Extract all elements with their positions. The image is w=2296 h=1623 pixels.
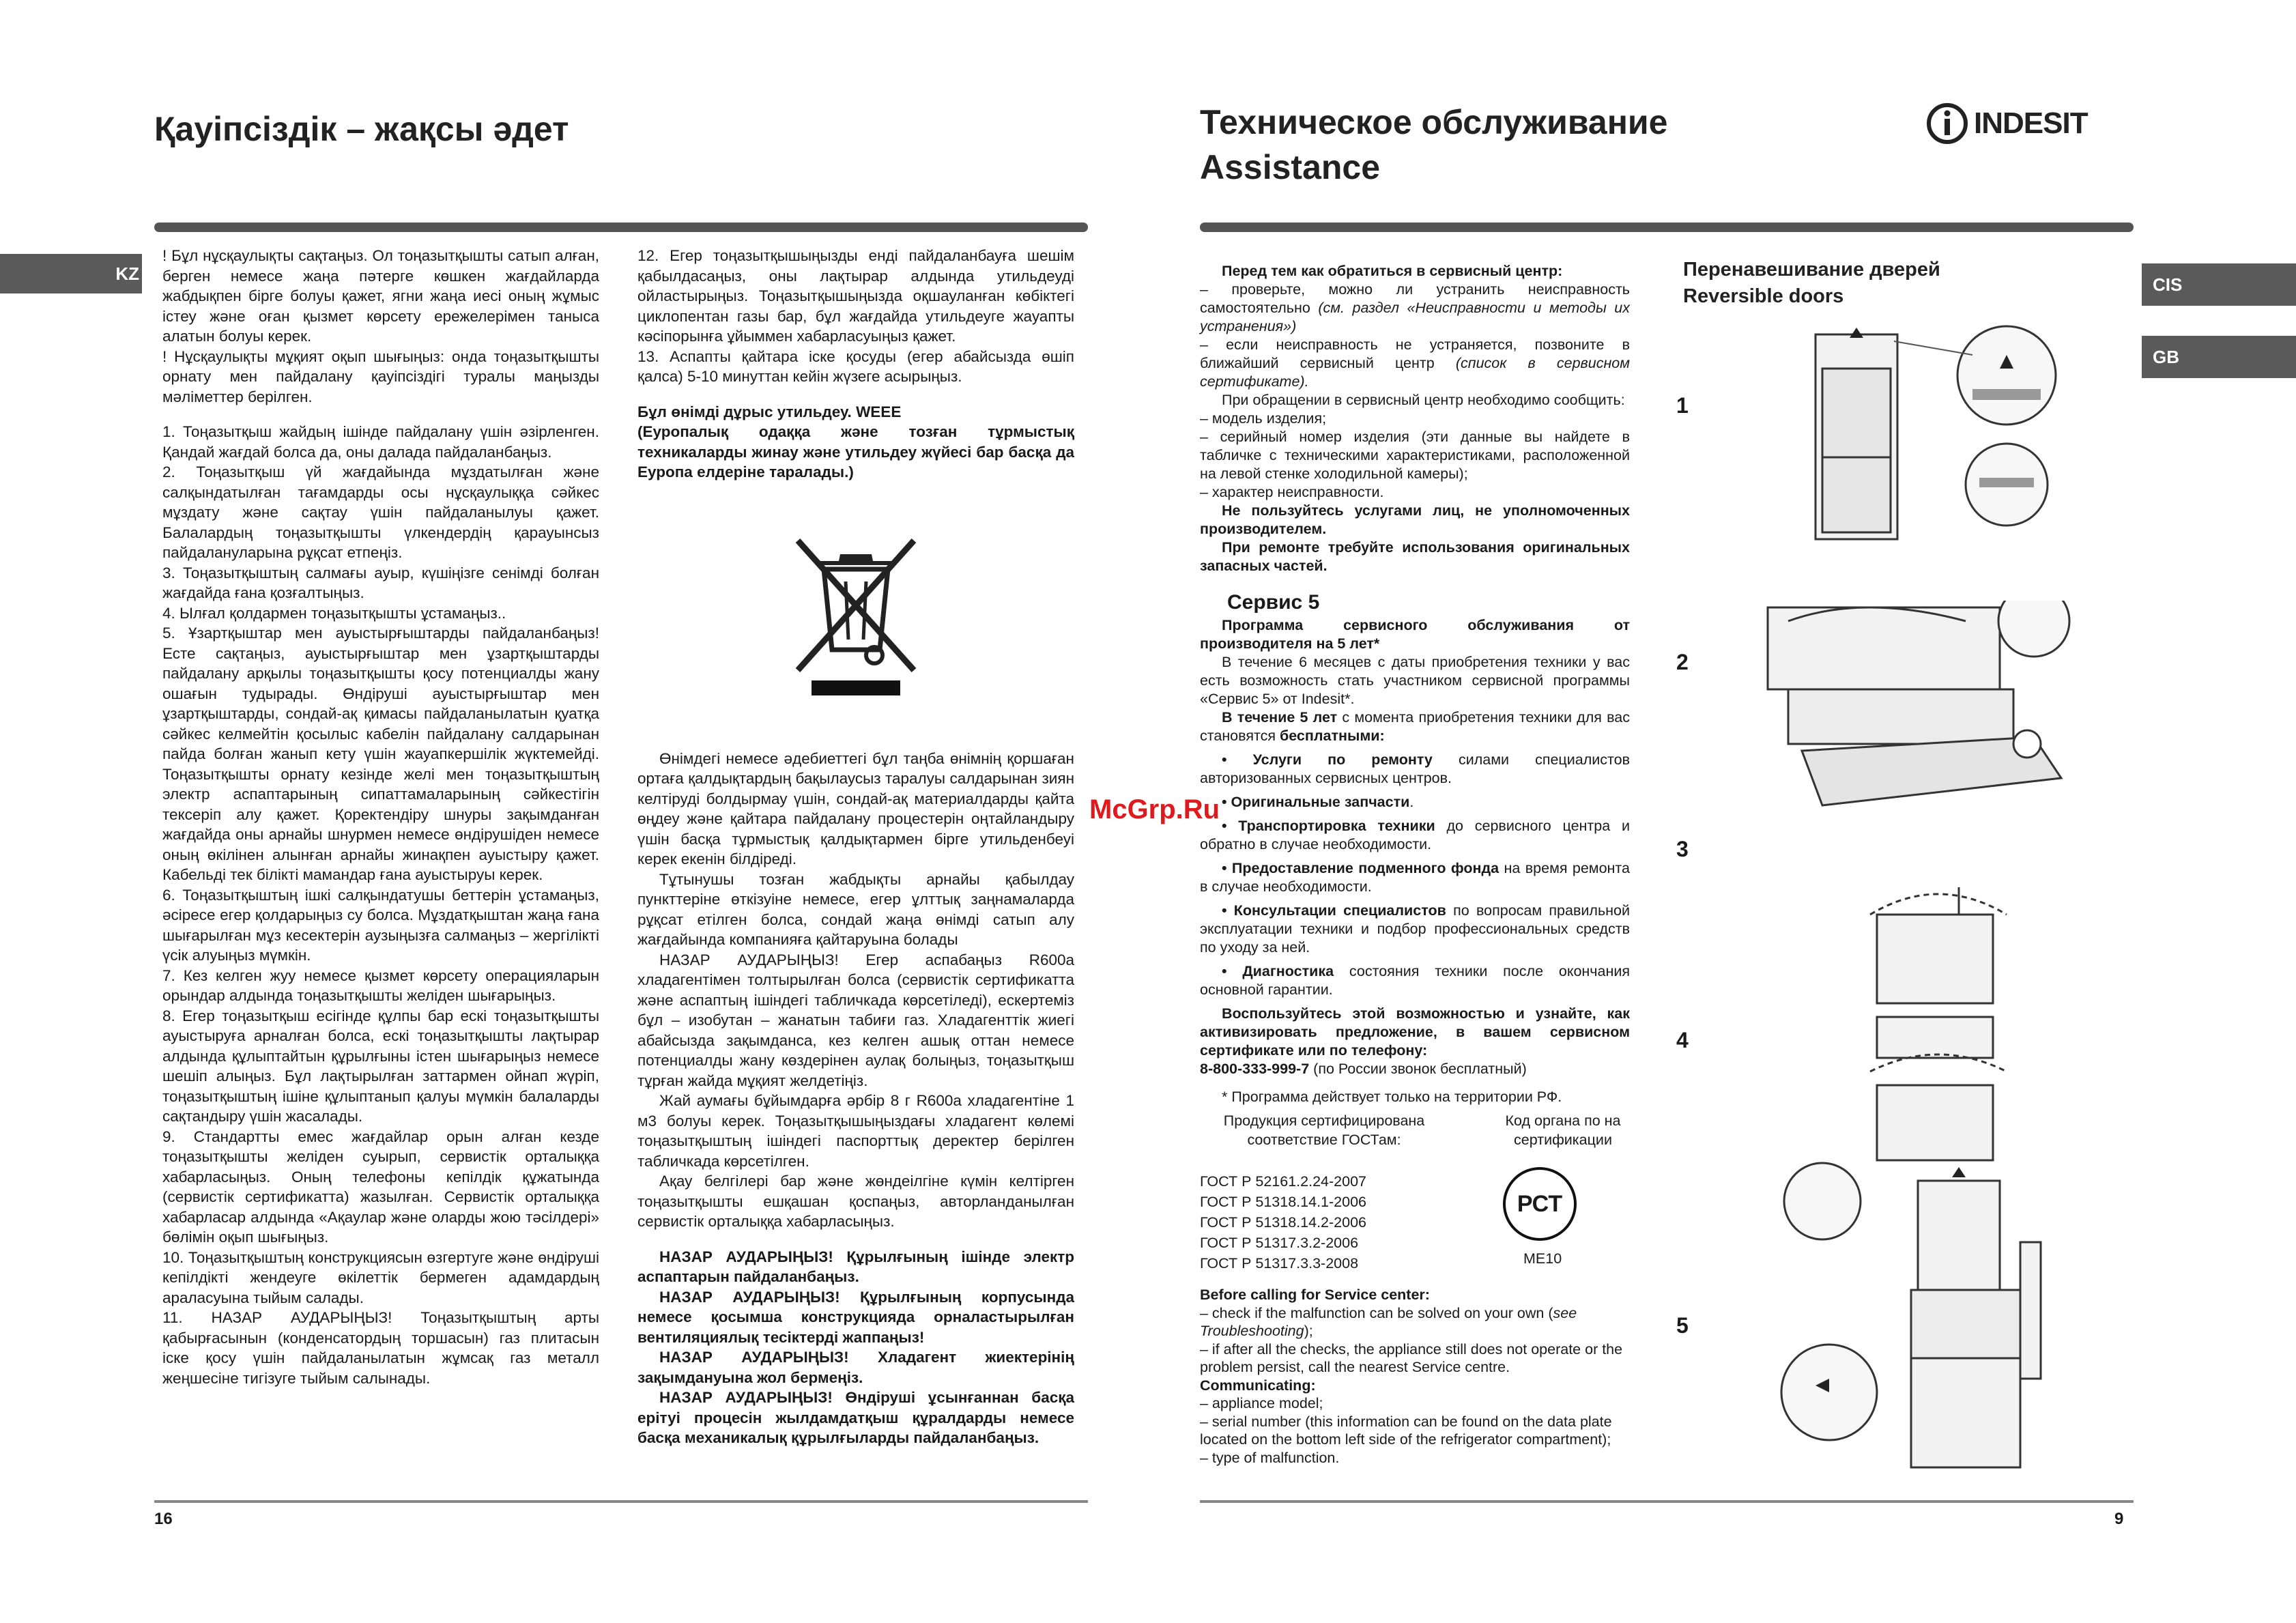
service-item: – характер неисправности. [1200, 484, 1384, 500]
spacer [637, 387, 1074, 402]
paragraph: 2. Тоңазытқыш үй жағдайында мұздатылған және салқындатылған тағамдарды осы нұсқаулыққа сәйкес мұздату және сақтау үшін пайдаланылуы қажет. Балалардың тоңазытқышты үлкендердің қарауынсыз пайдалануларына рұқсат етпеңіз. [162, 463, 599, 561]
cert-code: МЕ10 [1523, 1250, 1562, 1267]
service5-bullet: • Услуги по ремонту силами специалистов авторизованных сервисных центров. [1200, 751, 1630, 786]
step-number: 1 [1676, 393, 1689, 418]
gost-item: ГОСТ Р 51318.14.2-2006 [1200, 1214, 1366, 1231]
right-page-title [1200, 100, 1667, 190]
english-item: – serial number (this information can be found on the data plate located on the bottom left side of the refrigerator compartment); [1200, 1413, 1612, 1448]
right-title-line-2: Assistance [1200, 148, 1381, 186]
left-footer-rule [154, 1500, 1088, 1503]
paragraph: 9. Стандартты емес жағдайлар орын алған кезде тоңазытқышты желіден суырып, сервистік орталыққа хабарласыңыз. Оның телефоны кепілдік құжатында (сервистік сертификатта) жазылған. Сервистік орталыққа хабарласар алдында «Ақаулар және оларды жою тәсілдері» бөлімін оқып шығыңыз. [162, 1128, 599, 1246]
english-heading: Before calling for Service center: [1200, 1287, 1430, 1303]
warning: НАЗАР АУДАРЫҢЫЗ! Құрылғының корпусында немесе қосымша конструкцияда орналастырылған вентиляциялық тесіктерді жаппаңыз! [637, 1288, 1074, 1346]
service-phone: 8-800-333-999-7 [1200, 1061, 1310, 1077]
service5-subtitle: Программа сервисного обслуживания от производителя на 5 лет* [1200, 617, 1630, 652]
english-item: – type of malfunction. [1200, 1449, 1340, 1466]
warning: НАЗАР АУДАРЫҢЫЗ! Құрылғының ішінде электр аспаптарын пайдаланбаңыз. [637, 1248, 1074, 1285]
paragraph: 12. Егер тоңазытқышыңызды енді пайдаланбауға шешім қабылдасаңыз, оны лақтырар алдында утильдеуді ойластырыңыз. Тоңазытқышыңызда оқшауланған көбіктегі циклопентан газы бар, бұл жағдайда утильдеуге жауапты кәсіпорынға ұйыммен хабарласуыңыз қажет. [637, 247, 1074, 345]
service5-cta: Воспользуйтесь этой возможностью и узнайте, как активизировать предложение, в вашем сервисном сертификате или по телефону: [1200, 1005, 1630, 1059]
gost-item: ГОСТ Р 51317.3.3-2008 [1200, 1255, 1359, 1272]
paragraph: 10. Тоңазытқыштың конструкциясын өзгертуге және өндіруші кепілдікті жендеуге өкілеттік бермеген адамдардың араласуына тыйым салады. [162, 1248, 599, 1306]
paragraph: Ақау белгілері бар және жөндеілгіне күмін келтірген тоңазытқышты ешқашан қоспаңыз, авторланданылған сервистік орталыққа хабарласыңыз. [637, 1173, 1074, 1230]
service5-bullet: • Диагностика состояния техники после окончания основной гарантии. [1200, 963, 1630, 998]
paragraph: Өнімдегі немесе әдебиеттегі бұл таңба өнімнің қоршаған ортаға қалдықтардың бақылаусыз таралуы салдарынан зиян келтіруді болдырмау үшін, сондай-ақ материалдарды қайта өңдеу және қайтара пайдалану процестерін оңтайландыру үшін басқа тұрмыстық қалдықтармен бірге утильденбеуі керек екенін білдіреді. [637, 749, 1074, 867]
lang-tab-kz-label: KZ [115, 263, 139, 284]
paragraph: 3. Тоңазытқыштың салмағы ауыр, күшіңізге сенімді болған жағдайда ғана қозғалтыңыз. [162, 564, 599, 601]
paragraph: 6. Тоңазытқыштың ішкі салқындатушы беттерін ұстамаңыз, әсіресе егер қолдарыңыз су болса. Мұздатқыштан жаңа ғана шығарылған мұз кесектерін аузыңызға салмаңыз – жергілікті үсік алуыңыз мүмкін. [162, 886, 599, 964]
step-number: 3 [1676, 837, 1689, 861]
paragraph: 13. Аспапты қайтара іске қосуды (егер абайсызда өшіп қалса) 5-10 минуттан кейін жүзеге асырыңыз. [637, 347, 1074, 385]
right-title-line-1: Техническое обслуживание [1200, 103, 1668, 141]
paragraph: 1. Тоңазытқыш жайдың ішінде пайдалану үшін әзірленген. Қандай жағдай болса да, оны далада пайдаланбаңыз. [162, 423, 599, 461]
english-item: – appliance model; [1200, 1395, 1323, 1411]
door-step-5-diagram [1775, 1160, 2061, 1488]
watermark: McGrp.Ru [1089, 794, 1220, 824]
english-communicating: Communicating: [1200, 1377, 1316, 1394]
service5-bullet: • Транспортировка техники до сервисного центра и обратно в случае необходимости. [1200, 818, 1630, 852]
brand-name: INDESIT [1974, 106, 2088, 140]
service5-bullet: • Консультации специалистов по вопросам правильной эксплуатации техники и подбор профессиональных средств по уходу за ней. [1200, 902, 1630, 956]
warning: НАЗАР АУДАРЫҢЫЗ! Өндіруші ұсынғаннан басқа ерітуі процесін жылдамдатқыш құралдарды немесе басқа механикалық құрылғыларды пайдаланбаңыз. [637, 1389, 1074, 1446]
paragraph: 11. НАЗАР АУДАРЫҢЫЗ! Тоңазытқыштың арты қабырғасынын (конденсатордың торшасын) газ плитасын іске қосу үшін пайдаланылатын жұмсақ газ металл жеңшесіне тигізуге тыйым салынады. [162, 1309, 599, 1387]
service-inform: При обращении в сервисный центр необходимо сообщить: [1222, 392, 1625, 408]
paragraph: Жай аумағы бұйымдарға әрбір 8 г R600a хладагентіне 1 м3 болуы керек. Тоңазытқышыңыздағы хладагент көлемі тоңазытқыштың ішіндегі паспорттық деректер берілген табличкада көрсетілген. [637, 1092, 1074, 1170]
paragraph: 8. Егер тоңазытқыш есігінде құлпы бар ескі тоңазытқышты ауыстыруға арналған болса, ескі тоңазытқышты лақтырар алдында құлыптайтын құрылғыны істен шығарыңыз немесе шешіп алыңыз. Бұл лақтырылған заттармен ойнап жүріп, тоңазытқыштың ішіне құлыптанып қалуы мүмкін балаларды сақтандыру үшін жасалады. [162, 1007, 599, 1125]
weee-bin-icon [637, 483, 1074, 749]
right-title-underline [1200, 222, 2134, 232]
warning: НАЗАР АУДАРЫҢЫЗ! Хладагент жиектерінің зақымдануына жол бермеңіз. [637, 1349, 1074, 1386]
service-check-2: – если неисправность не устраняется, позвоните в ближайший сервисный центр (список в сервисном сертификате). [1200, 336, 1630, 390]
rst-certification-mark [1503, 1167, 1577, 1241]
service-warning: Не пользуйтесь услугами лиц, не уполномоченных производителем. [1200, 502, 1630, 537]
paragraph: 4. Ылғал қолдармен тоңазытқышты ұстамаңыз.. [162, 604, 506, 622]
step-number: 5 [1676, 1313, 1689, 1338]
service-warning: При ремонте требуйте использования оригинальных запасных частей. [1200, 539, 1630, 574]
weee-subheading: (Еуропалық одаққа және тозған тұрмыстық техникаларды жинау және утильдеу жүйесі бар басқа да Еуропа елдеріне таралады.) [637, 423, 1074, 480]
spacer [162, 407, 599, 422]
english-check-2: – if after all the checks, the appliance still does not operate or the problem persist, call the nearest Service centre. [1200, 1340, 1623, 1375]
gost-item: ГОСТ Р 51317.3.2-2006 [1200, 1235, 1359, 1251]
door-step-2-diagram [1761, 601, 2082, 819]
step-number: 2 [1676, 650, 1689, 674]
paragraph: НАЗАР АУДАРЫҢЫЗ! Егер аспабаңыз R600a хладагентімен толтырылған болса (сервистік сертификатта және аспаптың ішіндегі табличкада көрсетіледі), ескертеміз бұл – изобутан – жанатын табиғи газ. Хладагенттік жиегі абайсызда зақымданса, кез келген ашық оттан немесе потенциалды жану көздерінен аулақ болыңыз, тоңазытқыш тұрған жайда мұқият желдетіңіз. [637, 951, 1074, 1089]
step-number: 4 [1676, 1028, 1689, 1052]
gost-item: ГОСТ Р 52161.2.24-2007 [1200, 1173, 1366, 1190]
left-page-number: 16 [154, 1510, 173, 1528]
right-page-number: 9 [2114, 1510, 2124, 1528]
left-column-2 [637, 246, 1074, 1448]
service-item: – серийный номер изделия (эти данные вы найдете в табличке с техническими характеристиками, расположенной на левой стенке холодильной камеры); [1200, 429, 1630, 482]
gost-list [1200, 1171, 1366, 1274]
lang-tab-cis [2142, 263, 2296, 306]
lang-tab-kz [0, 254, 142, 293]
service5-intro: В течение 6 месяцев с даты приобретения техники у вас есть возможность стать участником сервисной программы «Сервис 5» от Indesit*. [1200, 654, 1630, 707]
cert-right-label: Код органа по на сертификации [1505, 1112, 1621, 1148]
service-column [1200, 262, 1630, 1106]
door-step-1-diagram [1775, 314, 2061, 546]
lang-tab-gb-label: GB [2153, 346, 2179, 367]
lang-tab-cis-label: CIS [2153, 274, 2183, 295]
weee-heading: Бұл өнімді дұрыс утильдеу. WEEE [637, 403, 902, 420]
service5-bullet: • Оригинальные запчасти. [1222, 794, 1414, 810]
indesit-logo [1926, 102, 2088, 145]
indesit-logo-icon [1926, 102, 1968, 145]
doors-heading-en: Reversible doors [1683, 285, 1844, 307]
service-check-1: – проверьте, можно ли устранить неисправность самостоятельно (см. раздел «Неисправности и методы их устранения») [1200, 281, 1630, 334]
service5-phone-line: 8-800-333-999-7 (по России звонок бесплатный) [1200, 1061, 1527, 1077]
doors-heading-ru: Перенавешивание дверей [1683, 259, 1940, 281]
cert-left-label: Продукция сертифицирована соответствие ГОСТам: [1223, 1112, 1425, 1148]
rst-mark-text: РСТ [1517, 1190, 1563, 1217]
service5-footnote: * Программа действует только на территории РФ. [1222, 1089, 1562, 1105]
service5-bullet: • Предоставление подменного фонда на время ремонта в случае необходимости. [1200, 860, 1630, 895]
spacer [637, 1232, 1074, 1247]
service5-title: Сервис 5 [1227, 591, 1320, 614]
left-title-underline [154, 222, 1088, 232]
door-step-3-diagram [1856, 874, 2020, 1010]
paragraph: 7. Кез келген жуу немесе қызмет көрсету операцияларын орындар алдында тоңазытқышты желіден шығарыңыз. [162, 966, 599, 1004]
english-check-1: – check if the malfunction can be solved on your own (see Troubleshooting); [1200, 1304, 1577, 1339]
service-item: – модель изделия; [1200, 410, 1327, 427]
gost-item: ГОСТ Р 51318.14.1-2006 [1200, 1194, 1366, 1210]
door-step-4-diagram [1856, 1010, 2020, 1174]
service5-period: В течение 5 лет с момента приобретения техники для вас становятся бесплатными: [1200, 709, 1630, 744]
service-heading: Перед тем как обратиться в сервисный центр: [1222, 263, 1563, 279]
paragraph: ! Бұл нұсқаулықты сақтаңыз. Ол тоңазытқышты сатып алған, берген немесе жаңа пәтерге көшкен жағдайларда жабдықпен бірге болуы қажет, ягни жаңа иесі оның жұмыс істеу және оған қызмет көрсету ережелерімен таныса алатын болуы керек. [162, 247, 599, 345]
english-column [1200, 1286, 1630, 1467]
left-page-title: Қауіпсіздік – жақсы әдет [154, 110, 569, 148]
paragraph: Тұтынушы тозған жабдықты арнайы қабылдау пункттеріне өткізуіне немесе, егер ұлттық заңнамаларда рұқсат етілген болса, сондай жаңа өнімді сатып алу жағдайында компанияға қайтаруына болады [637, 870, 1074, 948]
right-footer-rule [1200, 1500, 2134, 1503]
lang-tab-gb [2142, 336, 2296, 378]
left-column-1 [162, 246, 599, 1388]
doors-heading [1683, 257, 1940, 310]
paragraph: 5. Ұзартқыштар мен ауыстырғыштарды пайдаланбаңыз! Есте сақтаңыз, ауыстырғыштар мен ұзартқыштарды пайдалану арқылы тоңазытқышты қосу потенциалды жану ошағын тудырады. Өндіруші ауыстырғыштар мен ұзартқыштарды, сондай-ақ қимасы пайдаланылатын қуатқа сәйкес келмейтін қосылыс кабелін пайдалану салдарынан пайда болған жанып кету үшін жауапкершілік жүктемейді. Тоңазытқышты орнату кезінде желі мен тоңазытқыштың электр аспаптарының сипаттамаларының сәйкестігін тексеріп алу қажет. Қоректендіру шнуры зақымданған жағдайда оны арнайы шнурмен немесе өндірушіден немесе оның өкілінен алынған арнайы жинақпен ауыстыру қажет. Кабельді тек білікті мамандар ғана ауыстыруы керек. [162, 624, 599, 883]
paragraph: ! Нұсқаулықты мұқият оқып шығыңыз: онда тоңазытқышты орнату мен пайдалану қауіпсіздігі туралы маңызды мәліметтер берілген. [162, 347, 599, 405]
